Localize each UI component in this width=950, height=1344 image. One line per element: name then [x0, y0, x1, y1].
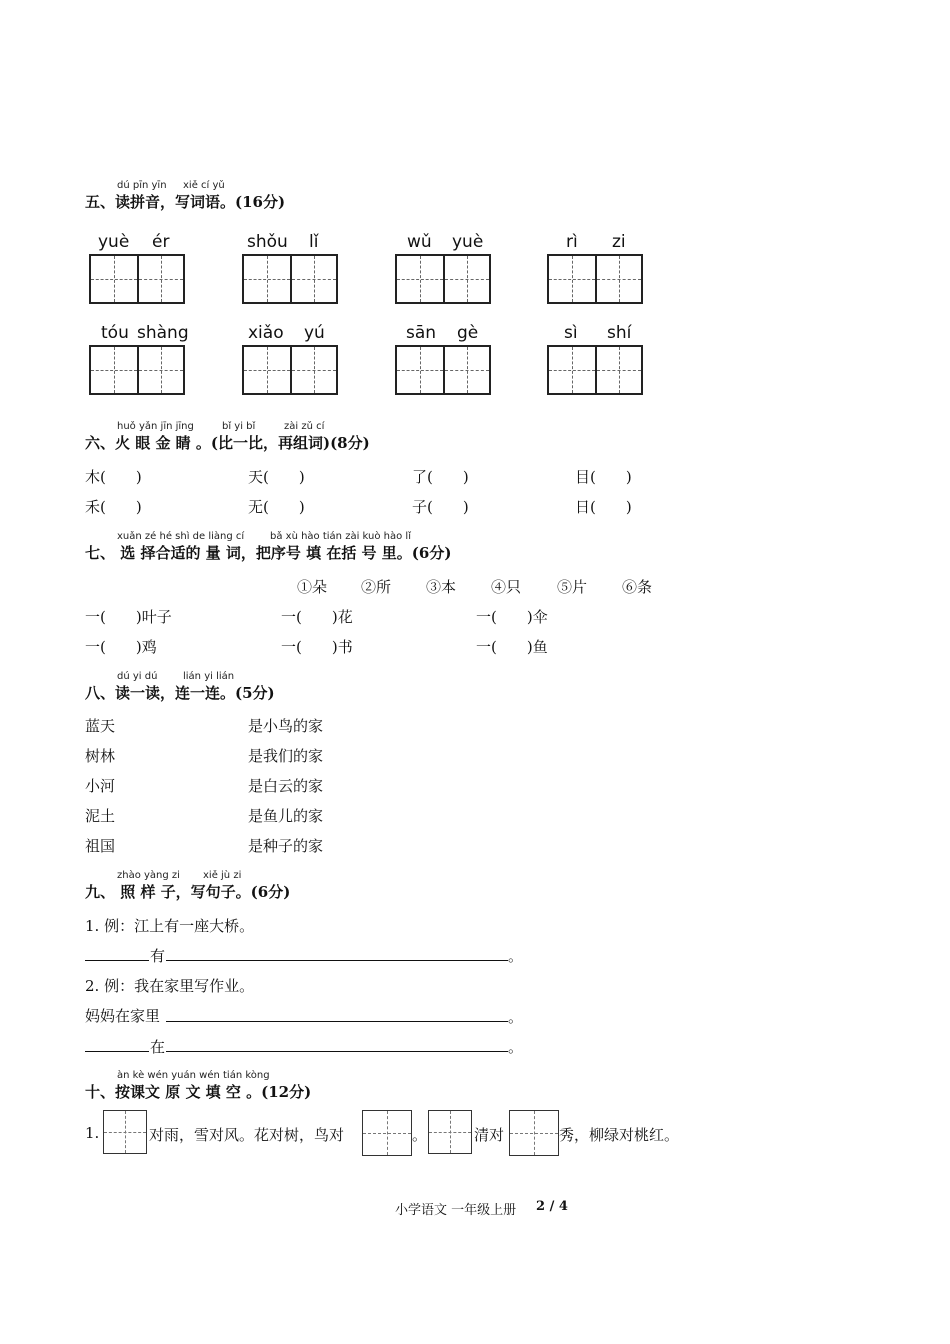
- s7-opt-2: ②所: [361, 578, 392, 596]
- write-grid-4[interactable]: [547, 254, 643, 304]
- s8-left-4[interactable]: 泥土: [85, 807, 116, 825]
- fill-box-3[interactable]: [428, 1110, 472, 1154]
- s8-left-1[interactable]: 蓝天: [85, 717, 116, 735]
- s9-title: 九、 照 样 子，写句子。(6分): [85, 883, 291, 901]
- fill-box-1[interactable]: [103, 1110, 147, 1154]
- s8-left-2[interactable]: 树林: [85, 747, 116, 765]
- s8-pinyin-1: dú yi dú: [117, 671, 158, 682]
- py-zi: zi: [612, 232, 626, 252]
- s8-right-5[interactable]: 是种子的家: [248, 837, 324, 855]
- fill-box-4[interactable]: [509, 1110, 559, 1156]
- page-number: 2 / 4: [536, 1199, 568, 1214]
- s5-pinyin-1: dú pīn yīn: [117, 180, 167, 191]
- s8-left-3[interactable]: 小河: [85, 777, 116, 795]
- py-yu: yú: [304, 323, 325, 343]
- s9-blank-3a[interactable]: [85, 1051, 149, 1052]
- s6-r1-c4[interactable]: 目( ): [575, 468, 632, 486]
- footer-text: 小学语文 一年级上册: [395, 1203, 517, 1218]
- s6-r2-c3[interactable]: 子( ): [412, 498, 469, 516]
- write-grid-5[interactable]: [89, 345, 185, 395]
- s7-opt-5: ⑤片: [557, 578, 588, 596]
- s9-blank-3b[interactable]: [166, 1051, 508, 1052]
- s6-r2-c2[interactable]: 无( ): [248, 498, 305, 516]
- py-li: lǐ: [309, 232, 319, 252]
- py-si: sì: [564, 323, 578, 343]
- write-grid-6[interactable]: [242, 345, 338, 395]
- s10-title: 十、按课文 原 文 填 空 。(12分): [85, 1083, 312, 1101]
- s5-title: 五、读拼音，写词语。(16分): [85, 193, 286, 211]
- s6-r2-c1[interactable]: 禾( ): [85, 498, 142, 516]
- write-grid-7[interactable]: [395, 345, 491, 395]
- s7-r2-c1[interactable]: 一( )鸡: [85, 638, 157, 656]
- s6-pinyin-3: zài zǔ cí: [284, 421, 325, 432]
- write-grid-3[interactable]: [395, 254, 491, 304]
- py-tou: tóu: [101, 323, 129, 343]
- s8-left-5[interactable]: 祖国: [85, 837, 116, 855]
- s7-opt-6: ⑥条: [622, 578, 653, 596]
- py-shou: shǒu: [247, 232, 288, 252]
- py-xiao: xiǎo: [248, 323, 284, 343]
- py-shi: shí: [607, 323, 632, 343]
- s7-title: 七、 选 择合适的 量 词，把序号 填 在括 号 里。(6分): [85, 544, 452, 562]
- s9-pinyin-2: xiě jù zi: [203, 870, 242, 881]
- s7-r2-c3[interactable]: 一( )鱼: [476, 638, 548, 656]
- s9-example-2: 2. 例：我在家里写作业。: [85, 977, 255, 995]
- s7-r1-c3[interactable]: 一( )伞: [476, 608, 548, 626]
- s9-pinyin-1: zhào yàng zi: [117, 870, 180, 881]
- py-ri: rì: [566, 232, 578, 252]
- s10-text-1: 对雨，雪对风。花对树，鸟对: [149, 1126, 345, 1144]
- s9-line2-period: 。: [508, 1008, 524, 1026]
- py-ge: gè: [457, 323, 479, 343]
- write-grid-1[interactable]: [89, 254, 185, 304]
- s9-line1-mid: 有: [150, 947, 166, 965]
- s7-pinyin-2: bǎ xù hào tián zài kuò hào lǐ: [270, 531, 411, 542]
- fill-box-2[interactable]: [362, 1110, 412, 1156]
- py-yue2: yuè: [452, 232, 484, 252]
- py-san: sān: [406, 323, 437, 343]
- s7-opt-1: ①朵: [297, 578, 328, 596]
- s8-right-3[interactable]: 是白云的家: [248, 777, 324, 795]
- s10-text-4: 秀，柳绿对桃红。: [559, 1126, 680, 1144]
- s5-pinyin-2: xiě cí yǔ: [183, 180, 225, 191]
- s10-text-2: 。: [412, 1126, 428, 1144]
- s6-r1-c1[interactable]: 木( ): [85, 468, 142, 486]
- s8-right-4[interactable]: 是鱼儿的家: [248, 807, 324, 825]
- s7-opt-3: ③本: [426, 578, 457, 596]
- s9-blank-1a[interactable]: [85, 960, 149, 961]
- s9-example-1: 1. 例：江上有一座大桥。: [85, 917, 255, 935]
- py-er: ér: [152, 232, 170, 252]
- s10-text-3: 清对: [474, 1126, 505, 1144]
- s9-line2-pre: 妈妈在家里: [85, 1007, 161, 1025]
- py-shang: shàng: [137, 323, 189, 343]
- s10-pinyin: àn kè wén yuán wén tián kòng: [117, 1070, 270, 1081]
- s7-pinyin-1: xuǎn zé hé shì de liàng cí: [117, 531, 245, 542]
- s9-blank-2[interactable]: [166, 1021, 508, 1022]
- s8-right-2[interactable]: 是我们的家: [248, 747, 324, 765]
- s9-blank-1b[interactable]: [166, 960, 508, 961]
- write-grid-8[interactable]: [547, 345, 643, 395]
- s8-right-1[interactable]: 是小鸟的家: [248, 717, 324, 735]
- s8-title: 八、读一读，连一连。(5分): [85, 684, 275, 702]
- s7-opt-4: ④只: [491, 578, 522, 596]
- s6-r1-c3[interactable]: 了( ): [412, 468, 469, 486]
- s10-num: 1.: [85, 1124, 100, 1142]
- s6-pinyin-1: huǒ yǎn jīn jīng: [117, 421, 194, 432]
- s6-r1-c2[interactable]: 天( ): [248, 468, 305, 486]
- py-wu: wǔ: [407, 232, 432, 252]
- py-yue: yuè: [98, 232, 130, 252]
- s6-pinyin-2: bǐ yi bǐ: [222, 421, 256, 432]
- write-grid-2[interactable]: [242, 254, 338, 304]
- s7-r1-c2[interactable]: 一( )花: [281, 608, 353, 626]
- s7-r1-c1[interactable]: 一( )叶子: [85, 608, 172, 626]
- s9-line3-period: 。: [508, 1038, 524, 1056]
- s9-line3-mid: 在: [150, 1038, 166, 1056]
- s9-line1-period: 。: [508, 947, 524, 965]
- s6-r2-c4[interactable]: 日( ): [575, 498, 632, 516]
- s7-r2-c2[interactable]: 一( )书: [281, 638, 353, 656]
- s8-pinyin-2: lián yi lián: [183, 671, 235, 682]
- s6-title: 六、火 眼 金 睛 。(比一比，再组词)(8分): [85, 434, 370, 452]
